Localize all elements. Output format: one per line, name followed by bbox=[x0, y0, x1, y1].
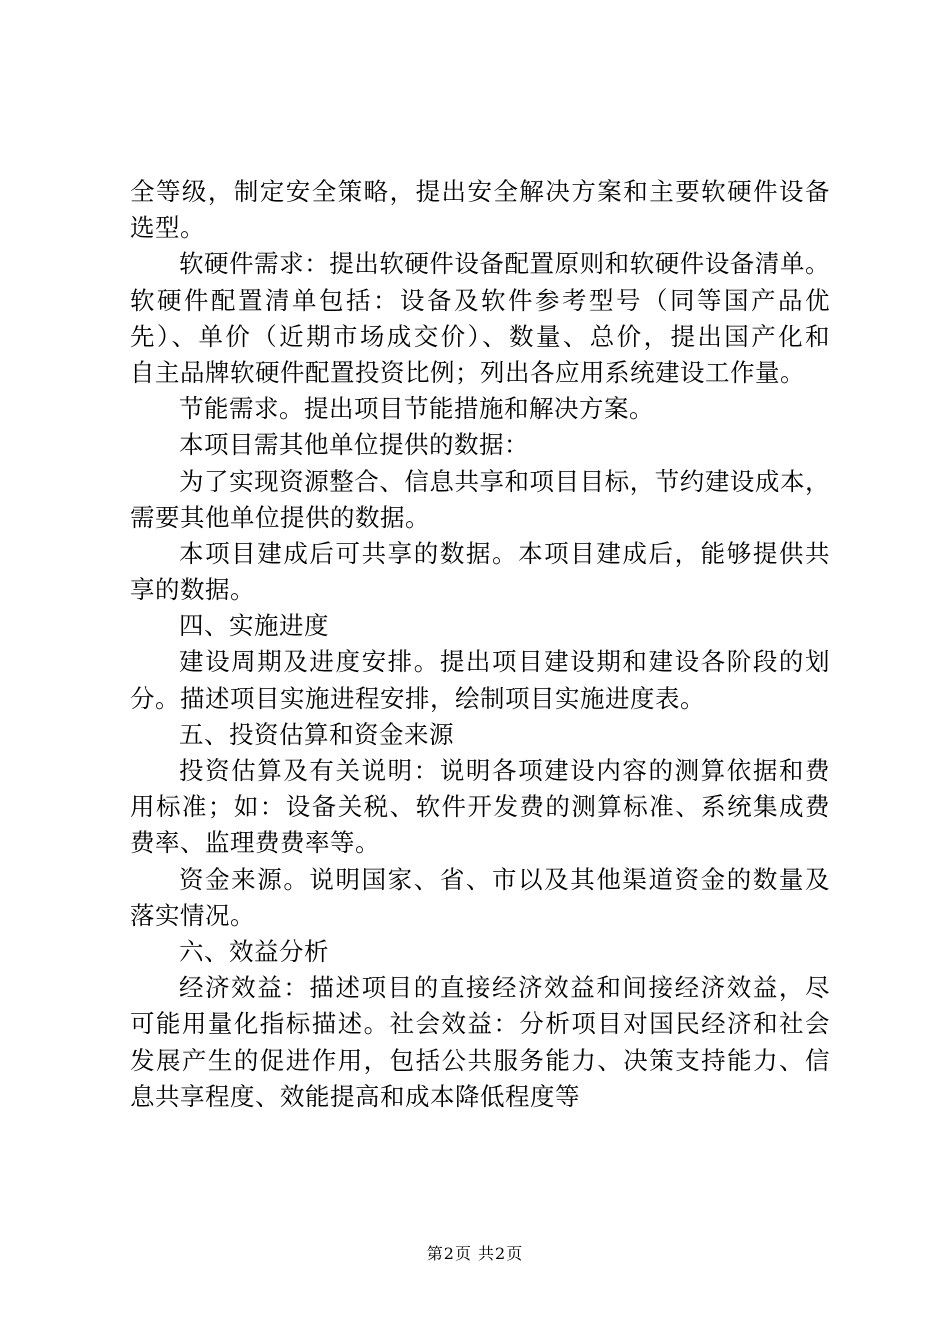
text-line: 发展产生的促进作用，包括公共服务能力、决策支持能力、信 bbox=[130, 1045, 830, 1075]
text-line: 可能用量化指标描述。社会效益：分析项目对国民经济和社会 bbox=[130, 1009, 830, 1039]
page-footer: 第2页 共2页 bbox=[426, 1244, 524, 1263]
text-line: 为了实现资源整合、信息共享和项目目标，节约建设成本， bbox=[179, 466, 830, 496]
text-line: 软硬件配置清单包括：设备及软件参考型号（同等国产品优 bbox=[130, 285, 830, 315]
text-line: 享的数据。 bbox=[130, 575, 255, 605]
section-heading: 六、效益分析 bbox=[179, 936, 329, 966]
section-heading: 五、投资估算和资金来源 bbox=[179, 719, 454, 749]
text-line: 需要其他单位提供的数据。 bbox=[130, 502, 430, 532]
text-line: 本项目建成后可共享的数据。本项目建成后，能够提供共 bbox=[179, 538, 830, 568]
text-line: 自主品牌软硬件配置投资比例；列出各应用系统建设工作量。 bbox=[130, 357, 805, 387]
document-body bbox=[130, 174, 830, 1115]
section-heading: 四、实施进度 bbox=[179, 611, 329, 641]
text-line: 全等级，制定安全策略，提出安全解决方案和主要软硬件设备 bbox=[130, 177, 830, 206]
text-line: 软硬件需求：提出软硬件设备配置原则和软硬件设备清单。 bbox=[179, 249, 830, 279]
text-line: 分。描述项目实施进程安排，绘制项目实施进度表。 bbox=[130, 683, 705, 713]
text-line: 用标准；如：设备关税、软件开发费的测算标准、系统集成费 bbox=[130, 792, 830, 822]
text-line: 资金来源。说明国家、省、市以及其他渠道资金的数量及 bbox=[179, 864, 830, 894]
text-line: 息共享程度、效能提高和成本降低程度等 bbox=[130, 1081, 580, 1111]
text-line: 投资估算及有关说明：说明各项建设内容的测算依据和费 bbox=[179, 756, 830, 785]
text-line: 经济效益：描述项目的直接经济效益和间接经济效益，尽 bbox=[179, 973, 830, 1003]
text-line: 建设周期及进度安排。提出项目建设期和建设各阶段的划 bbox=[179, 647, 830, 677]
text-line: 先）、单价（近期市场成交价）、数量、总价，提出国产化和 bbox=[130, 321, 830, 351]
text-line: 本项目需其他单位提供的数据： bbox=[179, 430, 529, 460]
text-line: 落实情况。 bbox=[130, 900, 255, 930]
text-line: 费率、监理费费率等。 bbox=[130, 828, 380, 858]
text-line: 选型。 bbox=[130, 213, 205, 243]
text-line: 节能需求。提出项目节能措施和解决方案。 bbox=[179, 394, 654, 424]
